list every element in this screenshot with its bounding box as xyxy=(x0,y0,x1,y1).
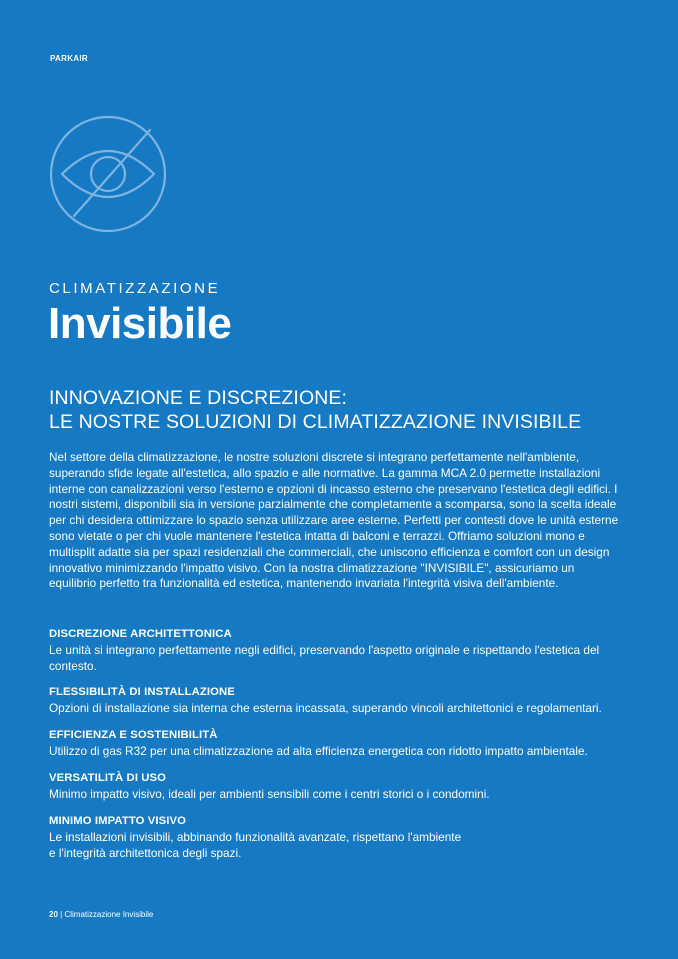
feature-text: Utilizzo di gas R32 per una climatizzazione ad alta efficienza energetica con ridotto impatto ambientale. xyxy=(49,744,588,758)
feature-text: Opzioni di installazione sia interna che esterna incassata, superando vincoli architettonici e regolamentari. xyxy=(49,701,602,715)
intro-paragraph: Nel settore della climatizzazione, le nostre soluzioni discrete si integrano perfettamente nell'ambiente, superando sfide legate all'estetica, allo spazio e alle normative. La gamma MCA 2.0 permette installazioni interne con canalizzazioni verso l'esterno e opzioni di incasso esterno che preservano l'estetica degli edifici. I nostri sistemi, disponibili sia in versione parzialmente che completamente a scomparsa, sono la scelta ideale per chi desidera ottimizzare lo spazio senza utilizzare aree esterne. Perfetti per contesti dove le unità esterne sono vietate o per chi vuole mantenere l'estetica intatta di balconi e terrazzi. Offriamo soluzioni mono e multisplit adatte sia per spazi residenziali che commerciali, che uniscono efficienza e comfort con un design innovativo minimizzando l'impatto visivo. Con la nostra climatizzazione "INVISIBILE", assicuriamo un equilibrio perfetto tra funzionalità ed estetica, mantenendo invariata l'integrità visiva dell'ambiente. xyxy=(49,450,619,591)
feature-title: DISCREZIONE ARCHITETTONICA xyxy=(49,628,232,640)
feature-text: Minimo impatto visivo, ideali per ambienti sensibili come i centri storici o i condomini. xyxy=(49,787,490,801)
feature-item xyxy=(49,626,639,684)
section-kicker: CLIMATIZZAZIONE xyxy=(49,280,221,297)
feature-text: Le unità si integrano perfettamente negli edifici, preservando l'aspetto originale e rispettando l'estetica del contesto. xyxy=(49,643,600,673)
headline-line-1: INNOVAZIONE E DISCREZIONE: xyxy=(49,387,348,409)
feature-title: EFFICIENZA E SOSTENIBILITÀ xyxy=(49,729,218,741)
page-footer xyxy=(49,910,153,919)
feature-title: MINIMO IMPATTO VISIVO xyxy=(49,815,187,827)
footer-separator: | xyxy=(60,910,63,919)
feature-list xyxy=(49,626,639,861)
feature-text-line-1: Le installazioni invisibili, abbinando funzionalità avanzate, rispettano l'ambiente xyxy=(49,830,462,844)
page-number: 20 xyxy=(49,910,58,919)
headline-line-2: LE NOSTRE SOLUZIONI DI CLIMATIZZAZIONE INVISIBILE xyxy=(49,411,582,433)
feature-item xyxy=(49,684,639,727)
feature-item xyxy=(49,813,639,861)
page-title: Invisibile xyxy=(48,299,232,348)
feature-item xyxy=(49,770,639,813)
headline xyxy=(49,386,649,434)
brand-label: PARKAIR xyxy=(50,54,88,63)
feature-text-line-2: e l'integrità architettonica degli spazi. xyxy=(49,846,242,860)
feature-title: FLESSIBILITÀ DI INSTALLAZIONE xyxy=(49,686,235,698)
feature-title: VERSATILITÀ DI USO xyxy=(49,772,167,784)
eye-crossed-icon xyxy=(48,114,168,234)
feature-item xyxy=(49,727,639,770)
footer-section-title: Climatizzazione Invisibile xyxy=(64,910,154,919)
